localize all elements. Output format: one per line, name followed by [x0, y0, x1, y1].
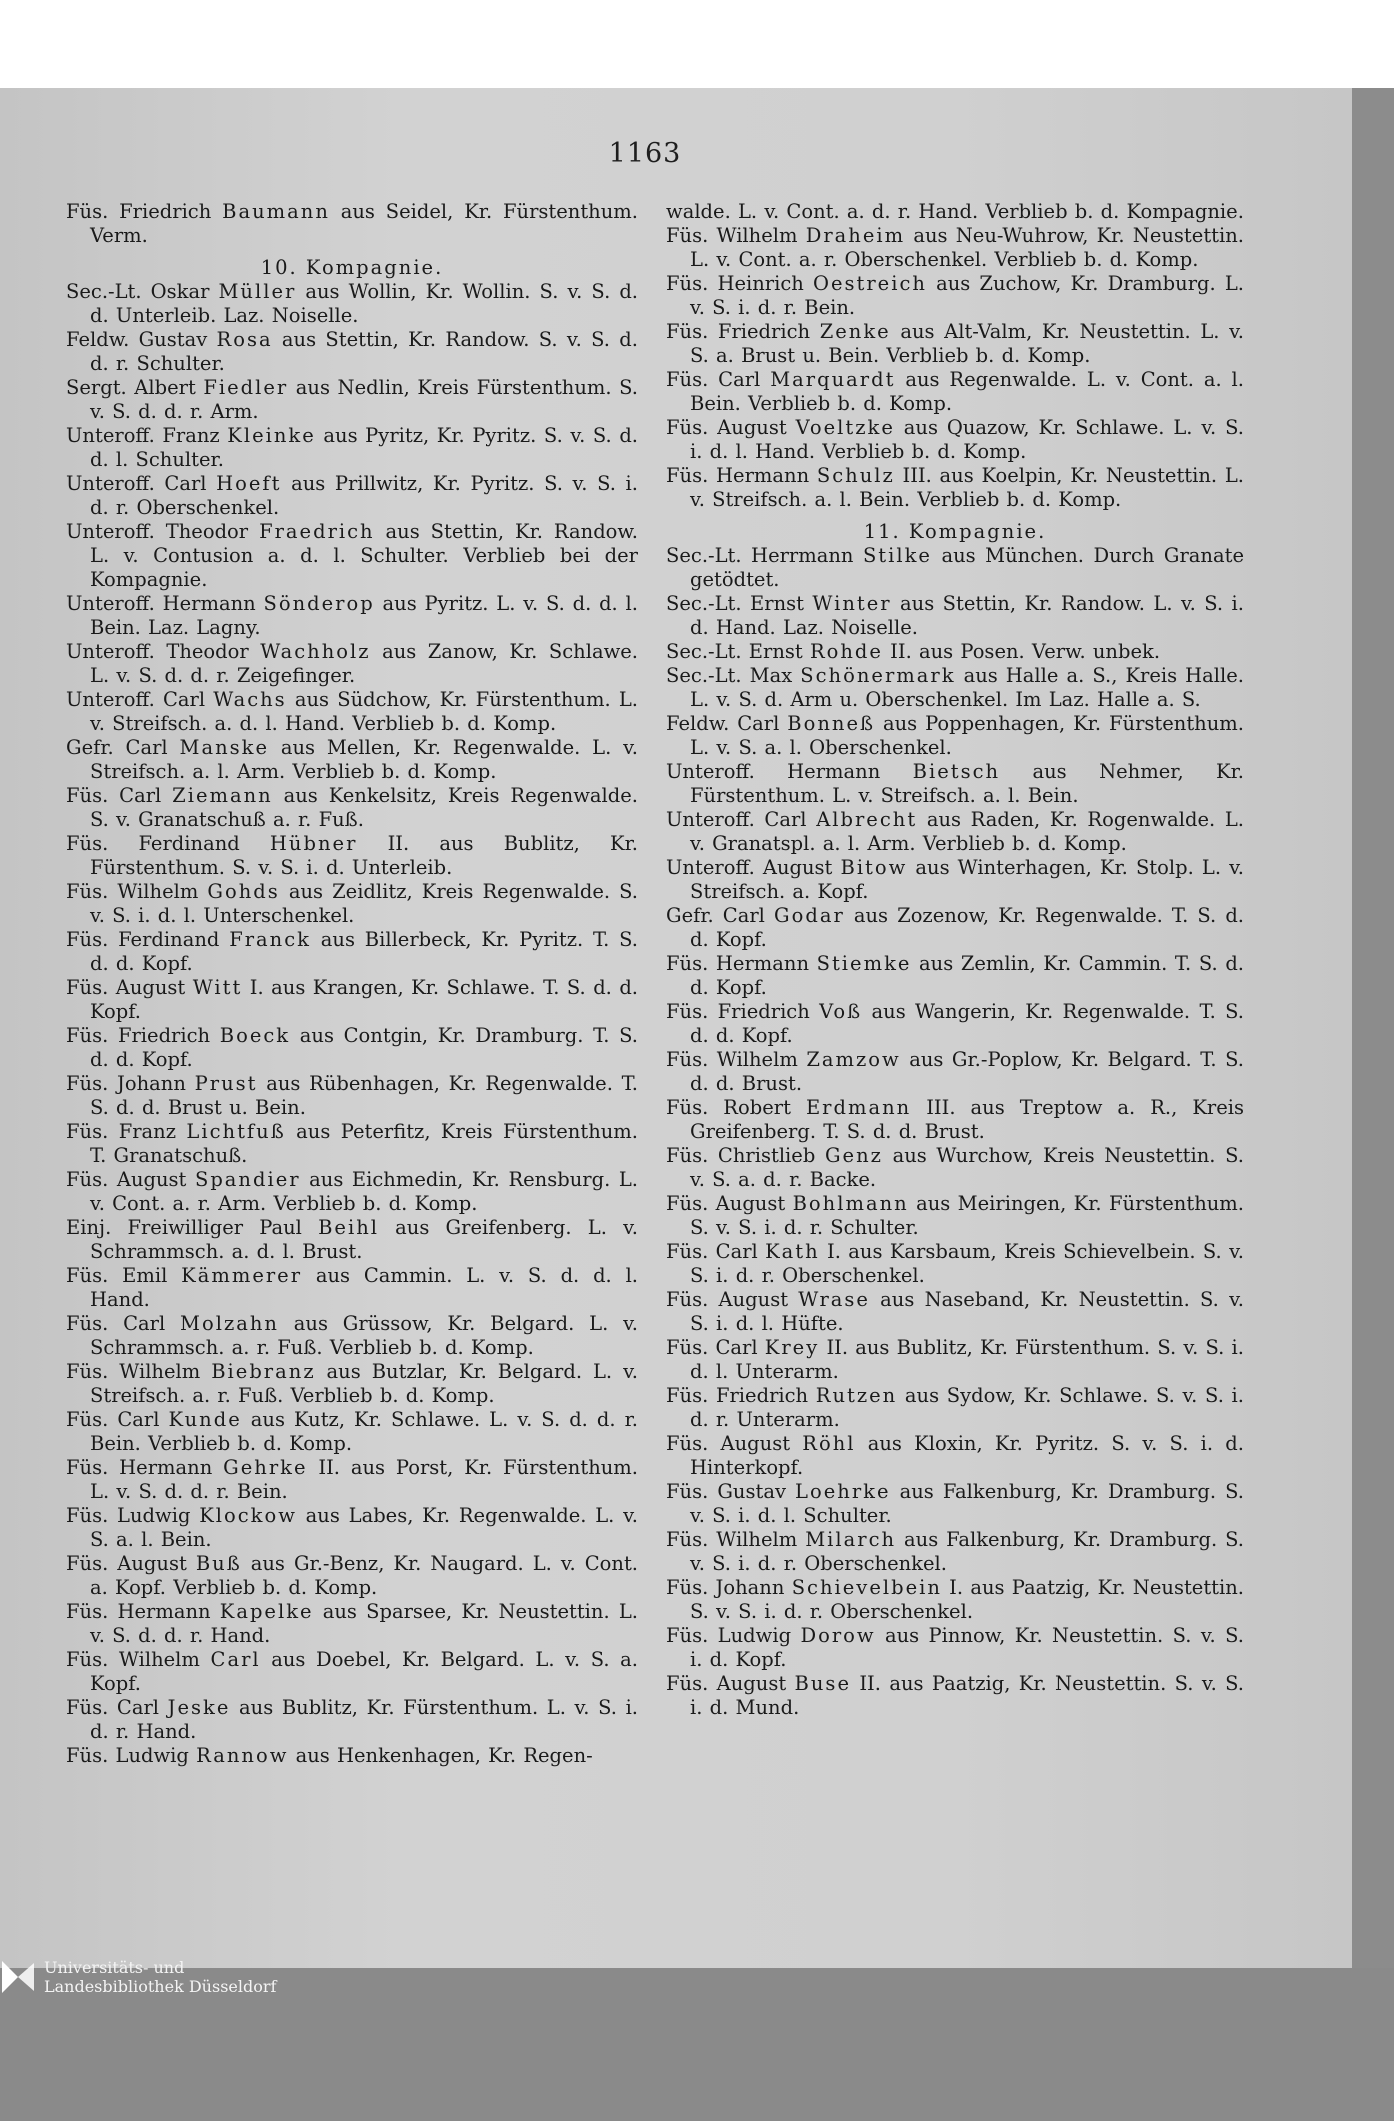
- entry-rank-firstname: Füs. Hermann: [66, 1600, 220, 1623]
- entry-details: III. aus Koelpin, Kr. Neustettin. L. v. Streifsch. a. l. Bein. Verblieb b. d. Komp.: [690, 464, 1244, 511]
- entry-details: III. aus Treptow a. R., Kreis Greifenberg. T. S. d. d. Brust.: [690, 1096, 1245, 1143]
- casualty-entry: [666, 320, 1244, 368]
- casualty-entry: [666, 416, 1244, 464]
- casualty-entry: [66, 688, 638, 736]
- entry-details: aus Peterfitz, Kreis Fürstenthum. T. Granatschuß.: [90, 1120, 638, 1167]
- entry-rank-firstname: Füs. Emil: [66, 1264, 182, 1287]
- entry-surname: Spandier: [194, 1168, 301, 1191]
- casualty-entry: [66, 784, 638, 832]
- entry-details: aus Contgin, Kr. Dramburg. T. S. d. d. Kopf.: [90, 1024, 638, 1071]
- entry-surname: Voß: [819, 1000, 863, 1023]
- entry-rank-firstname: Unteroff. Carl: [66, 472, 217, 495]
- entry-rank-firstname: Füs. August: [66, 976, 193, 999]
- entry-rank-firstname: Feldw. Carl: [666, 712, 788, 735]
- entry-surname: Oestreich: [812, 272, 927, 295]
- entry-details: aus Poppenhagen, Kr. Fürstenthum. L. v. S. a. l. Oberschenkel.: [690, 712, 1244, 759]
- entry-details: aus Butzlar, Kr. Belgard. L. v. Streifsch. a. r. Fuß. Verblieb b. d. Komp.: [90, 1360, 638, 1407]
- entry-details: aus Stettin, Kr. Randow. L. v. Contusion a. d. l. Schulter. Verblieb bei der Kompagnie.: [90, 520, 639, 591]
- entry-details: aus Regenwalde. L. v. Cont. a. l. Bein. Verblieb b. d. Komp.: [690, 368, 1244, 415]
- entry-details: II. aus Porst, Kr. Fürstenthum. L. v. S. d. d. r. Bein.: [90, 1456, 639, 1503]
- entry-rank-firstname: Füs. August: [66, 1552, 196, 1575]
- entry-rank-firstname: Gefr. Carl: [666, 904, 775, 927]
- casualty-entry: [66, 1216, 638, 1264]
- entry-rank-firstname: Unteroff. Carl: [666, 808, 817, 831]
- entry-rank-firstname: Füs. Carl: [666, 1336, 765, 1359]
- entry-surname: Milarch: [805, 1528, 897, 1551]
- entry-rank-firstname: Füs. Carl: [66, 1312, 181, 1335]
- casualty-entry: [66, 592, 638, 640]
- library-logo-text: [44, 1958, 276, 1996]
- entry-details: aus Eichmedin, Kr. Rensburg. L. v. Cont. a. r. Arm. Verblieb b. d. Komp.: [90, 1168, 638, 1215]
- casualty-entry: [666, 664, 1244, 712]
- entry-rank-firstname: Füs. Carl: [666, 368, 771, 391]
- entry-surname: Müller: [218, 280, 297, 303]
- casualty-entry: [66, 928, 638, 976]
- entry-rank-firstname: Unteroff. Hermann: [666, 760, 913, 783]
- entry-surname: Wachholz: [260, 640, 371, 663]
- entry-rank-firstname: Füs. Hermann: [66, 1456, 224, 1479]
- entry-surname: Klockow: [199, 1504, 297, 1527]
- entry-rank-firstname: Sec.-Lt. Ernst: [666, 640, 810, 663]
- entry-rank-firstname: Sec.-Lt. Herrmann: [666, 544, 863, 567]
- entry-surname: Marquardt: [770, 368, 896, 391]
- entry-surname: Rosa: [216, 328, 273, 351]
- casualty-entry: [666, 1672, 1244, 1720]
- library-logo-line2: Landesbibliothek Düsseldorf: [44, 1977, 277, 1996]
- entry-rank-firstname: Füs. Ferdinand: [66, 832, 270, 855]
- casualty-entry: [66, 376, 638, 424]
- entry-rank-firstname: Sec.-Lt. Ernst: [666, 592, 813, 615]
- entry-details: aus Rübenhagen, Kr. Regenwalde. T. S. d. d. Brust u. Bein.: [90, 1072, 638, 1119]
- right-column: [666, 200, 1244, 1720]
- entry-surname: Fiedler: [203, 376, 289, 399]
- casualty-entry: [66, 200, 638, 248]
- entry-surname: Schönermark: [800, 664, 956, 687]
- entry-rank-firstname: Füs. Wilhelm: [66, 880, 208, 903]
- entry-details: aus Stettin, Kr. Randow. L. v. S. i. d. Hand. Laz. Noiselle.: [690, 592, 1244, 639]
- entry-details: aus Nehmer, Kr. Fürstenthum. L. v. Streifsch. a. l. Bein.: [690, 760, 1244, 807]
- entry-surname: Erdmann: [805, 1096, 912, 1119]
- casualty-entry: [66, 880, 638, 928]
- entry-rank-firstname: Füs. Wilhelm: [66, 1360, 212, 1383]
- entry-details: I. aus Krangen, Kr. Schlawe. T. S. d. d. Kopf.: [90, 976, 639, 1023]
- casualty-entry: [666, 904, 1244, 952]
- entry-surname: Genz: [824, 1144, 883, 1167]
- entry-rank-firstname: Füs. Carl: [666, 1240, 766, 1263]
- entry-rank-firstname: Füs. Johann: [66, 1072, 195, 1095]
- casualty-entry: [666, 640, 1244, 664]
- entry-details: aus Kloxin, Kr. Pyritz. S. v. S. i. d. Hinterkopf.: [690, 1432, 1244, 1479]
- entry-surname: Gohds: [207, 880, 280, 903]
- entry-details: aus Greifenberg. L. v. Schrammsch. a. d. l. Brust.: [90, 1216, 638, 1263]
- entry-surname: Kath: [765, 1240, 820, 1263]
- entry-details: aus Sparsee, Kr. Neustettin. L. v. S. d. d. r. Hand.: [90, 1600, 639, 1647]
- entry-details: aus Falkenburg, Kr. Dramburg. S. v. S. i. d. l. Schulter.: [690, 1480, 1244, 1527]
- entry-details: aus Grüssow, Kr. Belgard. L. v. Schrammsch. a. r. Fuß. Verblieb b. d. Komp.: [90, 1312, 638, 1359]
- entry-details: aus Naseband, Kr. Neustettin. S. v. S. i. d. l. Hüfte.: [690, 1288, 1245, 1335]
- casualty-entry: [66, 1120, 638, 1168]
- entry-surname: Hoeft: [216, 472, 282, 495]
- entry-details: walde. L. v. Cont. a. d. r. Hand. Verblieb b. d. Kompagnie.: [666, 200, 1244, 223]
- casualty-entry: [666, 1576, 1244, 1624]
- entry-rank-firstname: Unteroff. August: [666, 856, 841, 879]
- casualty-entry: [666, 200, 1244, 224]
- entry-surname: Bitow: [840, 856, 908, 879]
- entry-surname: Bonneß: [787, 712, 876, 735]
- casualty-entry: [666, 224, 1244, 272]
- casualty-entry: [666, 712, 1244, 760]
- entry-details: aus Mellen, Kr. Regenwalde. L. v. Streifsch. a. l. Arm. Verblieb b. d. Komp.: [90, 736, 639, 783]
- casualty-entry: [666, 1288, 1244, 1336]
- entry-details: aus Zuchow, Kr. Dramburg. L. v. S. i. d. r. Bein.: [690, 272, 1244, 319]
- entry-details: aus Raden, Kr. Rogenwalde. L. v. Granatspl. a. l. Arm. Verblieb b. d. Komp.: [690, 808, 1244, 855]
- entry-rank-firstname: Füs. Carl: [66, 784, 173, 807]
- casualty-entry: [666, 1624, 1244, 1672]
- entry-details: aus Halle a. S., Kreis Halle. L. v. S. d. Arm u. Oberschenkel. Im Laz. Halle a. S.: [690, 664, 1244, 711]
- entry-rank-firstname: Unteroff. Theodor: [66, 640, 261, 663]
- entry-surname: Draheim: [805, 224, 906, 247]
- entry-rank-firstname: Füs. Wilhelm: [666, 1048, 807, 1071]
- entry-surname: Schulz: [816, 464, 895, 487]
- entry-rank-firstname: Sec.-Lt. Oskar: [66, 280, 219, 303]
- entry-details: aus Pinnow, Kr. Neustettin. S. v. S. i. d. Kopf.: [690, 1624, 1244, 1671]
- entry-surname: Kämmerer: [181, 1264, 303, 1287]
- entry-surname: Carl: [210, 1648, 261, 1671]
- casualty-entry: [66, 424, 638, 472]
- entry-surname: Rohde: [809, 640, 883, 663]
- casualty-entry: [666, 1528, 1244, 1576]
- entry-details: aus Seidel, Kr. Fürstenthum. Verm.: [90, 200, 638, 247]
- entry-details: aus Nedlin, Kreis Fürstenthum. S. v. S. d. d. r. Arm.: [90, 376, 639, 423]
- entry-surname: Krey: [764, 1336, 820, 1359]
- casualty-entry: [666, 368, 1244, 416]
- entry-details: aus Gr.-Poplow, Kr. Belgard. T. S. d. d. Brust.: [690, 1048, 1244, 1095]
- entry-details: II. aus Paatzig, Kr. Neustettin. S. v. S. i. d. Mund.: [690, 1672, 1244, 1719]
- casualty-entry: [666, 1192, 1244, 1240]
- casualty-entry: [666, 544, 1244, 592]
- casualty-entry: [66, 832, 638, 880]
- casualty-entry: [666, 1336, 1244, 1384]
- casualty-entry: [666, 808, 1244, 856]
- scan-top-margin: [0, 0, 1394, 88]
- library-logo: [0, 1953, 276, 2001]
- casualty-entry: [666, 592, 1244, 640]
- entry-details: aus Zozenow, Kr. Regenwalde. T. S. d. d. Kopf.: [690, 904, 1245, 951]
- entry-details: aus Wollin, Kr. Wollin. S. v. S. d. d. Unterleib. Laz. Noiselle.: [90, 280, 638, 327]
- entry-rank-firstname: Füs. Hermann: [666, 464, 817, 487]
- entry-surname: Zenke: [819, 320, 891, 343]
- casualty-entry: [66, 1264, 638, 1312]
- entry-rank-firstname: Füs. Ludwig: [666, 1624, 801, 1647]
- entry-details: aus Stettin, Kr. Randow. S. v. S. d. d. r. Schulter.: [90, 328, 638, 375]
- casualty-entry: [66, 1456, 638, 1504]
- entry-rank-firstname: Füs. Friedrich: [66, 1024, 220, 1047]
- casualty-entry: [66, 1504, 638, 1552]
- entry-rank-firstname: Füs. August: [66, 1168, 195, 1191]
- entry-surname: Fraedrich: [259, 520, 375, 543]
- entry-details: aus Alt-Valm, Kr. Neustettin. L. v. S. a. Brust u. Bein. Verblieb b. d. Komp.: [690, 320, 1244, 367]
- entry-surname: Bietsch: [912, 760, 1001, 783]
- entry-surname: Zamzow: [806, 1048, 901, 1071]
- library-logo-icon: [0, 1953, 36, 2001]
- entry-details: aus Zanow, Kr. Schlawe. L. v. S. d. d. r. Zeigefinger.: [90, 640, 638, 687]
- entry-rank-firstname: Unteroff. Franz: [66, 424, 228, 447]
- entry-details: aus München. Durch Granate getödtet.: [690, 544, 1244, 591]
- entry-rank-firstname: Füs. August: [666, 1672, 795, 1695]
- entry-rank-firstname: Füs. Robert: [666, 1096, 806, 1119]
- entry-surname: Godar: [774, 904, 845, 927]
- casualty-entry: [666, 1096, 1244, 1144]
- entry-rank-firstname: Gefr. Carl: [66, 736, 180, 759]
- entry-rank-firstname: Unteroff. Carl: [66, 688, 214, 711]
- casualty-entry: [66, 520, 638, 592]
- casualty-entry: [66, 1312, 638, 1360]
- entry-rank-firstname: Füs. Wilhelm: [666, 224, 806, 247]
- casualty-entry: [66, 1552, 638, 1600]
- entry-details: aus Meiringen, Kr. Fürstenthum. S. v. S. i. d. r. Schulter.: [690, 1192, 1244, 1239]
- entry-details: II. aus Bublitz, Kr. Fürstenthum. S. v. S. i. d. l. Unterarm.: [690, 1336, 1244, 1383]
- entry-details: aus Bublitz, Kr. Fürstenthum. L. v. S. i. d. r. Hand.: [90, 1696, 638, 1743]
- entry-rank-firstname: Füs. Ferdinand: [66, 928, 230, 951]
- entry-rank-firstname: Füs. Friedrich: [66, 200, 223, 223]
- entry-surname: Manske: [179, 736, 269, 759]
- casualty-entry: [666, 856, 1244, 904]
- entry-rank-firstname: Sec.-Lt. Max: [666, 664, 801, 687]
- entry-surname: Albrecht: [816, 808, 918, 831]
- entry-details: aus Zeidlitz, Kreis Regenwalde. S. v. S. i. d. l. Unterschenkel.: [90, 880, 638, 927]
- casualty-entry: [66, 1360, 638, 1408]
- entry-details: aus Doebel, Kr. Belgard. L. v. S. a. Kopf.: [90, 1648, 638, 1695]
- entry-surname: Buß: [195, 1552, 242, 1575]
- casualty-entry: [666, 272, 1244, 320]
- entry-surname: Gehrke: [223, 1456, 308, 1479]
- entry-surname: Buse: [794, 1672, 851, 1695]
- entry-surname: Kunde: [168, 1408, 242, 1431]
- entry-details: aus Wangerin, Kr. Regenwalde. T. S. d. d. Kopf.: [690, 1000, 1244, 1047]
- entry-surname: Rannow: [196, 1744, 289, 1767]
- entry-rank-firstname: Unteroff. Hermann: [66, 592, 264, 615]
- entry-surname: Wachs: [213, 688, 287, 711]
- casualty-entry: [666, 1432, 1244, 1480]
- entry-surname: Schievelbein: [791, 1576, 942, 1599]
- entry-surname: Lichtfuß: [186, 1120, 286, 1143]
- casualty-entry: [66, 640, 638, 688]
- entry-rank-firstname: Füs. Wilhelm: [666, 1528, 806, 1551]
- entry-rank-firstname: Füs. August: [666, 1192, 793, 1215]
- casualty-entry: [66, 1408, 638, 1456]
- entry-surname: Jeske: [167, 1696, 231, 1719]
- entry-rank-firstname: Füs. Johann: [666, 1576, 792, 1599]
- entry-rank-firstname: Füs. August: [666, 1432, 803, 1455]
- entry-surname: Boeck: [219, 1024, 291, 1047]
- casualty-entry: [666, 760, 1244, 808]
- entry-surname: Baumann: [222, 200, 330, 223]
- entry-rank-firstname: Füs. Hermann: [666, 952, 817, 975]
- entry-rank-firstname: Füs. Gustav: [666, 1480, 796, 1503]
- casualty-entry: [666, 1000, 1244, 1048]
- entry-rank-firstname: Füs. Franz: [66, 1120, 187, 1143]
- entry-details: aus Winterhagen, Kr. Stolp. L. v. Streifsch. a. Kopf.: [690, 856, 1245, 903]
- entry-surname: Stilke: [862, 544, 932, 567]
- entry-surname: Ziemann: [172, 784, 273, 807]
- entry-surname: Dorow: [800, 1624, 876, 1647]
- entry-details: aus Neu-Wuhrow, Kr. Neustettin. L. v. Cont. a. r. Oberschenkel. Verblieb b. d. Komp.: [690, 224, 1244, 271]
- entry-rank-firstname: Einj. Freiwilliger Paul: [66, 1216, 319, 1239]
- casualty-entry: [66, 1648, 638, 1696]
- casualty-entry: [666, 952, 1244, 1000]
- casualty-entry: [666, 1240, 1244, 1288]
- entry-surname: Wrase: [798, 1288, 870, 1311]
- entry-surname: Biebranz: [211, 1360, 316, 1383]
- entry-details: I. aus Karsbaum, Kreis Schievelbein. S. v. S. i. d. r. Oberschenkel.: [690, 1240, 1244, 1287]
- entry-surname: Sönderop: [263, 592, 375, 615]
- entry-rank-firstname: Füs. Wilhelm: [66, 1648, 211, 1671]
- casualty-entry: [66, 1024, 638, 1072]
- entry-details: aus Südchow, Kr. Fürstenthum. L. v. Streifsch. a. d. l. Hand. Verblieb b. d. Komp.: [90, 688, 638, 735]
- entry-surname: Winter: [812, 592, 892, 615]
- entry-surname: Stiemke: [816, 952, 912, 975]
- company-heading: 10. Kompagnie.: [260, 256, 444, 279]
- entry-details: aus Wurchow, Kreis Neustettin. S. v. S. a. d. r. Backe.: [690, 1144, 1245, 1191]
- entry-details: I. aus Paatzig, Kr. Neustettin. S. v. S. i. d. r. Oberschenkel.: [690, 1576, 1244, 1623]
- casualty-entry: [66, 1072, 638, 1120]
- entry-details: aus Falkenburg, Kr. Dramburg. S. v. S. i. d. r. Oberschenkel.: [690, 1528, 1244, 1575]
- left-column: [66, 200, 638, 1768]
- entry-rank-firstname: Füs. Friedrich: [666, 1384, 816, 1407]
- entry-rank-firstname: Füs. August: [666, 416, 796, 439]
- casualty-entry: [66, 736, 638, 784]
- entry-details: aus Kenkelsitz, Kreis Regenwalde. S. v. Granatschuß a. r. Fuß.: [90, 784, 638, 831]
- casualty-entry: [66, 472, 638, 520]
- entry-surname: Prust: [194, 1072, 258, 1095]
- casualty-entry: [666, 1048, 1244, 1096]
- entry-details: aus Kutz, Kr. Schlawe. L. v. S. d. d. r. Bein. Verblieb b. d. Komp.: [90, 1408, 638, 1455]
- casualty-entry: [666, 1480, 1244, 1528]
- casualty-entry: [66, 1168, 638, 1216]
- entry-surname: Rutzen: [815, 1384, 898, 1407]
- entry-rank-firstname: Füs. Friedrich: [666, 1000, 820, 1023]
- casualty-entry: [666, 1144, 1244, 1192]
- entry-details: aus Zemlin, Kr. Cammin. T. S. d. d. Kopf.: [690, 952, 1244, 999]
- document-page: [0, 88, 1352, 1968]
- entry-rank-firstname: Füs. Christlieb: [666, 1144, 825, 1167]
- entry-surname: Voeltzke: [795, 416, 895, 439]
- entry-details: aus Prillwitz, Kr. Pyritz. S. v. S. i. d. r. Oberschenkel.: [90, 472, 638, 519]
- entry-surname: Hübner: [269, 832, 358, 855]
- entry-details: aus Billerbeck, Kr. Pyritz. T. S. d. d. Kopf.: [90, 928, 638, 975]
- entry-rank-firstname: Sergt. Albert: [66, 376, 204, 399]
- entry-details: II. aus Bublitz, Kr. Fürstenthum. S. v. S. i. d. Unterleib.: [90, 832, 638, 879]
- entry-details: aus Henkenhagen, Kr. Regen-: [288, 1744, 593, 1767]
- page-number: 1163: [608, 138, 682, 169]
- entry-details: aus Cammin. L. v. S. d. d. l. Hand.: [90, 1264, 639, 1311]
- entry-rank-firstname: Füs. Carl: [66, 1696, 168, 1719]
- entry-rank-firstname: Füs. Ludwig: [66, 1744, 197, 1767]
- entry-surname: Loehrke: [795, 1480, 891, 1503]
- casualty-entry: [66, 976, 638, 1024]
- entry-rank-firstname: Füs. Friedrich: [666, 320, 820, 343]
- casualty-entry: [66, 328, 638, 376]
- entry-surname: Beihl: [318, 1216, 379, 1239]
- casualty-entry: [66, 1696, 638, 1744]
- library-logo-line1: Universitäts- und: [44, 1958, 185, 1977]
- company-heading: 11. Kompagnie.: [863, 520, 1047, 543]
- entry-rank-firstname: Füs. Carl: [66, 1408, 169, 1431]
- entry-surname: Röhl: [802, 1432, 856, 1455]
- entry-rank-firstname: Füs. Ludwig: [66, 1504, 200, 1527]
- entry-details: aus Labes, Kr. Regenwalde. L. v. S. a. l. Bein.: [90, 1504, 638, 1551]
- entry-rank-firstname: Füs. August: [666, 1288, 799, 1311]
- entry-details: aus Pyritz. L. v. S. d. d. l. Bein. Laz. Lagny.: [90, 592, 638, 639]
- entry-rank-firstname: Füs. Heinrich: [666, 272, 813, 295]
- entry-details: aus Quazow, Kr. Schlawe. L. v. S. i. d. l. Hand. Verblieb b. d. Komp.: [690, 416, 1244, 463]
- entry-rank-firstname: Unteroff. Theodor: [66, 520, 260, 543]
- entry-details: aus Gr.-Benz, Kr. Naugard. L. v. Cont. a. Kopf. Verblieb b. d. Komp.: [90, 1552, 638, 1599]
- entry-surname: Bohlmann: [792, 1192, 909, 1215]
- casualty-entry: [666, 1384, 1244, 1432]
- casualty-entry: [66, 1600, 638, 1648]
- entry-details: aus Sydow, Kr. Schlawe. S. v. S. i. d. r. Unterarm.: [690, 1384, 1244, 1431]
- entry-rank-firstname: Feldw. Gustav: [66, 328, 217, 351]
- entry-surname: Kapelke: [219, 1600, 314, 1623]
- entry-surname: Franck: [229, 928, 311, 951]
- casualty-entry: [666, 464, 1244, 512]
- entry-details: aus Pyritz, Kr. Pyritz. S. v. S. d. d. l. Schulter.: [90, 424, 638, 471]
- entry-surname: Molzahn: [180, 1312, 279, 1335]
- entry-details: II. aus Posen. Verw. unbek.: [882, 640, 1161, 663]
- casualty-entry: [66, 1744, 638, 1768]
- entry-surname: Kleinke: [227, 424, 316, 447]
- entry-surname: Witt: [192, 976, 243, 999]
- casualty-entry: [66, 280, 638, 328]
